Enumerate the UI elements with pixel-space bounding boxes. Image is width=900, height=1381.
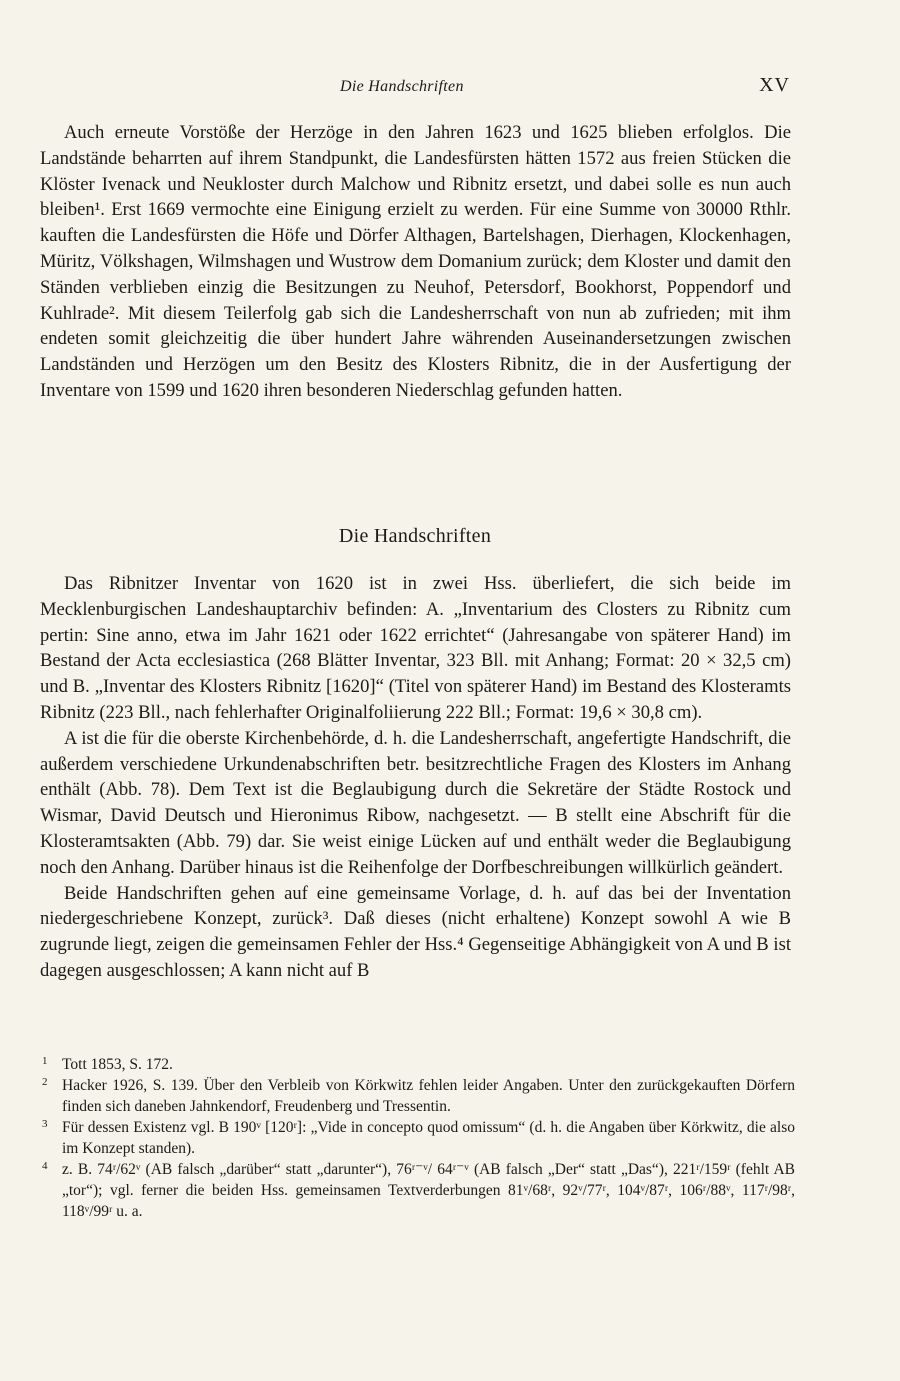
footnote-mark: 3 <box>42 1118 48 1130</box>
paragraph: Beide Handschriften gehen auf eine gemeinsame Vorlage, d. h. auf das bei der Inventation niedergeschriebene Konzept, zurück³. Daß dieses (nicht erhaltene) Konzept sowohl A wie B zugrunde liegt, zeigen die gemeinsamen Fehler der Hss.⁴ Gegenseitige Abhängigkeit von A und B ist dagegen ausgeschlossen; A kann nicht auf B <box>40 882 791 981</box>
paragraph: Das Ribnitzer Inventar von 1620 ist in zwei Hss. überliefert, die sich beide im Mecklenburgischen Landeshauptarchiv befinden: A. „Inventarium des Closters zu Ribnitz cum pertin: Sine anno, etwa im Jahr 1621 oder 1622 errichtet“ (Jahresangabe von späterer Hand) im Bestand der Acta ecclesiastica (268 Blätter Inventar, 323 Bll. mit Anhang; Format: 20 × 32,5 cm) und B. „Inventar des Klosters Ribnitz [1620]“ (Titel von späterer Hand) im Bestand des Klosteramts Ribnitz (223 Bll., nach fehlerhafter Originalfoliierung 222 Bll.; Format: 19,6 × 30,8 cm). <box>40 573 791 723</box>
footnote <box>40 1054 795 1075</box>
paragraph: A ist die für die oberste Kirchenbehörde, d. h. die Landesherrschaft, angefertigte Handschrift, die außerdem verschiedene Urkundenabschriften betr. besitzrechtliche Fragen des Klosters im Anhang enthält (Abb. 78). Dem Text ist die Beglaubigung durch die Sekretäre der Städte Rostock und Wismar, David Deutsch und Hieronimus Ribow, nachgesetzt. — B stellt eine Abschrift für die Klosteramtsakten (Abb. 79) dar. Sie weist einige Lücken auf und enthält weder die Beglaubigung noch den Anhang. Darüber hinaus ist die Reihenfolge der Dorfbeschreibungen willkürlich geändert. <box>40 727 791 878</box>
running-head <box>40 74 790 104</box>
footnote-mark: 2 <box>42 1076 48 1088</box>
footnote <box>40 1117 795 1159</box>
footnotes <box>40 1054 795 1222</box>
footnote-mark: 1 <box>42 1055 48 1067</box>
page-number: XV <box>759 74 790 96</box>
footnote-text: Für dessen Existenz vgl. B 190ᵛ [120ʳ]: „Vide in concepto quod omissum“ (d. h. die Angaben über Körkwitz, die also im Konzept standen). <box>62 1119 795 1157</box>
section-heading: Die Handschriften <box>338 525 492 547</box>
footnote <box>40 1159 795 1222</box>
intro-text-block <box>40 120 791 404</box>
footnote-text: Tott 1853, S. 172. <box>62 1056 173 1073</box>
paragraph: Auch erneute Vorstöße der Herzöge in den Jahren 1623 und 1625 blieben erfolglos. Die Landstände beharrten auf ihrem Standpunkt, die Landesfürsten hätten 1572 aus freien Stücken die Klöster Ivenack und Neukloster durch Malchow und Ribnitz ersetzt, und dabei solle es nun auch bleiben¹. Erst 1669 vermochte eine Einigung erzielt zu werden. Für eine Summe von 30000 Rthlr. kauften die Landesfürsten die Höfe und Dörfer Althagen, Bartelshagen, Dierhagen, Klockenhagen, Müritz, Völkshagen, Wilmshagen und Wustrow dem Domanium zurück; dem Kloster und damit den Ständen verblieben einzig die Besitzungen zu Neuhof, Petersdorf, Bookhorst, Poppendorf und Kuhlrade². Mit diesem Teilerfolg gab sich die Landesherrschaft von nun ab zufrieden; mit ihm endeten somit gleichzeitig die über hundert Jahre währenden Auseinandersetzungen zwischen Landständen und Herzögen um den Besitz des Klosters Ribnitz, die in der Ausfertigung der Inventare von 1599 und 1620 ihren besonderen Niederschlag gefunden hatten. <box>40 122 791 401</box>
section-text-block <box>40 571 791 984</box>
footnote-text: Hacker 1926, S. 139. Über den Verbleib von Körkwitz fehlen leider Angaben. Unter den zurückgekauften Dörfern finden sich daneben Jahnkendorf, Freudenberg und Tressentin. <box>62 1077 795 1115</box>
footnote <box>40 1075 795 1117</box>
footnote-mark: 4 <box>42 1160 48 1172</box>
running-head-title: Die Handschriften <box>340 78 464 95</box>
footnote-text: z. B. 74ʳ/62ᵛ (AB falsch „darüber“ statt „darunter“), 76ʳ⁻ᵛ/ 64ʳ⁻ᵛ (AB falsch „Der“ statt „Das“), 221ʳ/159ʳ (fehlt AB „tor“); vgl. ferner die beiden Hss. gemeinsamen Textverderbungen 81ᵛ/68ʳ, 92ᵛ/77ʳ, 104ᵛ/87ʳ, 106ʳ/88ᵛ, 117ʳ/98ʳ, 118ᵛ/99ʳ u. a. <box>62 1161 795 1220</box>
